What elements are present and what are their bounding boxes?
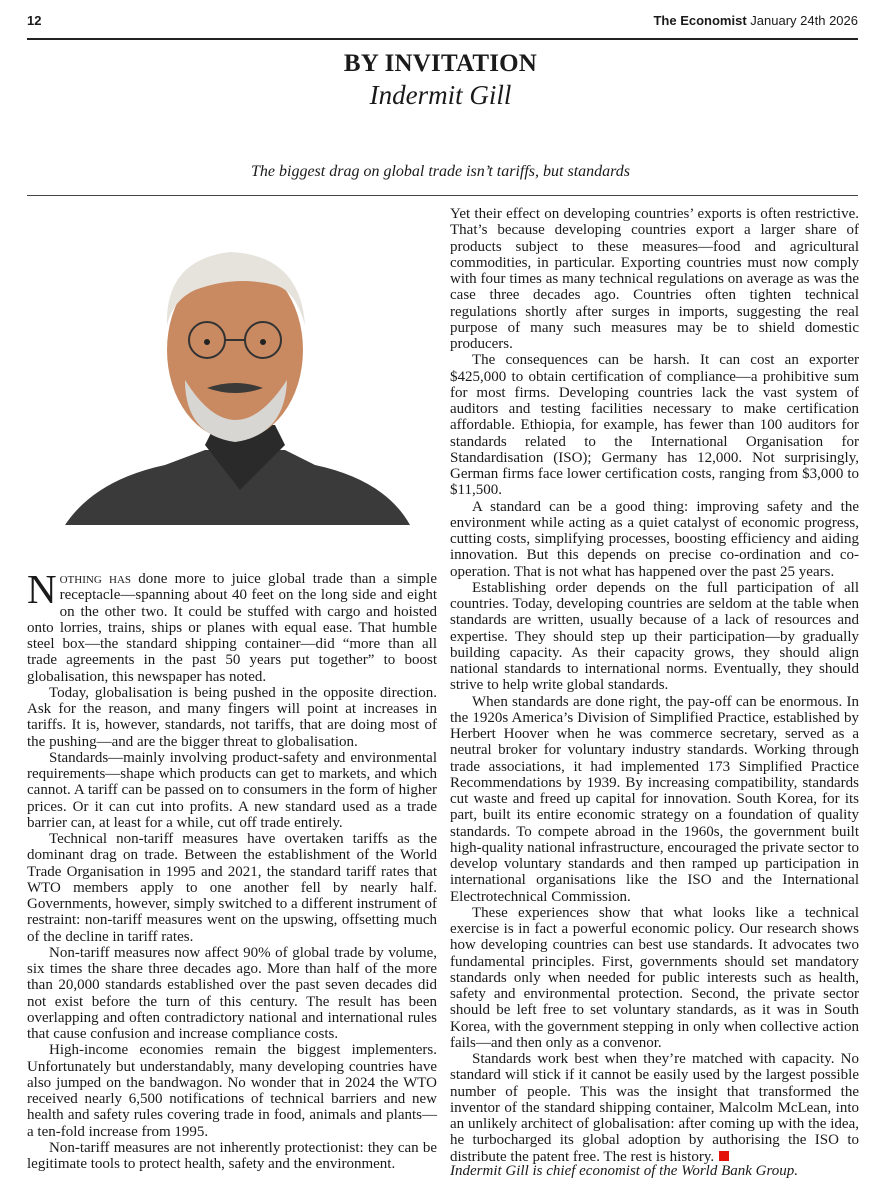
publication-name: The Economist	[653, 13, 747, 28]
page-number: 12	[27, 13, 42, 28]
masthead	[653, 13, 858, 28]
article-paragraph: Standards work best when they’re matched with capacity. No standard will stick if it cannot be easily used by the largest possible number of people. This was the insight that transformed the inventor of the standard shipping container, Malcolm McLean, into an unlikely architect of globalisation: after coming up with the idea, he turbocharged its global adoption by authorising the ISO to distribute the patent free. The rest is history.	[450, 1051, 859, 1165]
end-mark-icon	[719, 1151, 729, 1161]
article-column-left	[27, 566, 438, 1172]
article-paragraph: Yet their effect on developing countries’ exports is often restrictive. That’s because developing countries export a larger share of products subject to these measures—food and agricultural commodities, in particular. Exporting countries must now comply with four times as many technical regulations on average as was the case three decades ago. Countries often tighten technical regulations shortly after surges in imports, suggesting the real purpose of many such measures may be to shield domestic producers.	[450, 206, 859, 352]
author-name: Indermit Gill	[369, 80, 512, 110]
article-paragraph: Standards—mainly involving product-safety and environmental requirements—shape which products can get to markets, and which cannot. A tariff can be passed on to consumers in the form of higher prices. Or it can cut into profits. A new standard used as a trade barrier can, at least for a while, cut off trade entirely.	[27, 749, 437, 831]
article-paragraph: Today, globalisation is being pushed in the opposite direction. Ask for the reason, and many fingers will point at increases in tariffs. It is, however, standards, not tariffs, that are doing most of the pushing—and are the bigger threat to globalisation.	[27, 684, 437, 750]
article-paragraph: The consequences can be harsh. It can cost an exporter $425,000 to obtain certification of compliance—a prohibitive sum for most firms. Developing countries lack the vast system of auditors and testing facilities necessary to make certification affordable. Ethiopia, for example, has fewer than 100 auditors for standards related to the International Organisation for Standardisation (ISO); Germany has 12,000. Not surprisingly, German firms face lower certification costs, ranging from $3,000 to $11,500.	[450, 352, 859, 499]
article-paragraph: High-income economies remain the biggest implementers. Unfortunately but understandably, many developing countries have also jumped on the bandwagon. No wonder that in 2024 the WTO received nearly 6,500 notifications of technical barriers and new health and safety rules covering trade in food, animals and plants—a ten-fold increase from 1995.	[27, 1042, 437, 1140]
article-paragraph: Non-tariff measures now affect 90% of global trade by volume, six times the share three decades ago. More than half of the more than 20,000 standards established over the past seven decades did not exist before the turn of this century. The result has been overlapping and often contradictory national and international rules that cause confusion and increase compliance costs.	[27, 944, 437, 1042]
section-rubric: BY INVITATION	[343, 50, 538, 77]
article-paragraph: When standards are done right, the pay-off can be enormous. In the 1920s America’s Division of Simplified Practice, established by Herbert Hoover when he was commerce secretary, served as a neutral broker for voluntary industry standards. Working through trade associations, it had implemented 173 Simplified Practice Recommendations by 1939. By increasing compatibility, standards cut waste and freed up capital for innovation. South Korea, for its part, built its entire economic strategy on a foundation of quality standards. To compete abroad in the 1960s, the government built high-quality national infrastructure, encouraged the private sector to develop voluntary standards and then ramped up participation in international organisations like the ISO and the International Electrotechnical Commission.	[450, 693, 860, 905]
lead-in: othing has	[59, 571, 132, 587]
divider	[27, 195, 858, 196]
standfirst: The biggest drag on global trade isn’t tariffs, but standards	[251, 163, 630, 180]
article-paragraph: Establishing order depends on the full participation of all countries. Today, developing countries are seldom at the table when standards are written, usually because of a lack of resources and expertise. They should step up their participation—by gradually building capacity. As their capacity grows, they should align national standards to international norms. Eventually, they should strive to help write global standards.	[450, 579, 859, 694]
article-paragraph: Non-tariff measures are not inherently protectionist: they can be legitimate tools to protect health, safety and the environment.	[27, 1139, 437, 1172]
article-paragraph: Nothing has done more to juice global trade than a simple receptacle—spanning about 40 feet on the long side and eight on the other two. It could be stuffed with cargo and hoisted onto lorries, trains, ships or planes with equal ease. That humble steel box—the standard shipping container—did “more than all trade agreements in the past 50 years put together” to boost globalisation, this newspaper has noted.	[27, 566, 438, 685]
author-bio: Indermit Gill is chief economist of the World Bank Group.	[450, 1163, 799, 1179]
article-paragraph: A standard can be a good thing: improving safety and the environment while acting as a quiet catalyst of economic progress, cutting costs, simplifying processes, boosting efficiency and aiding innovation. But this depends on precise co-ordination and co-operation. That is not what has happened over the past 25 years.	[450, 498, 859, 580]
issue-date: January 24th 2026	[750, 13, 858, 28]
article-paragraph: Technical non-tariff measures have overtaken tariffs as the dominant drag on trade. Between the establishment of the World Trade Organisation in 1995 and 2021, the standard tariff rates that WTO members apply to one another fell by nearly half. Governments, however, simply switched to a different instrument of restraint: non-tariff measures went on the upswing, offsetting much of the decline in tariff rates.	[27, 831, 437, 945]
drop-cap: N	[27, 566, 57, 612]
article-column-right	[450, 206, 859, 1165]
page-header	[27, 10, 858, 40]
author-portrait-illustration	[55, 230, 415, 530]
article-paragraph: These experiences show that what looks like a technical exercise is in fact a powerful economic policy. Our research shows how developing countries can best use standards. It advocates two fundamental principles. First, governments should set mandatory standards only when needed for public interests such as health, safety and environmental protection. Second, the private sector should be left free to set voluntary standards, as it was in South Korea, with the government stepping in only when collective action fails—and then only as a convenor.	[450, 904, 859, 1051]
